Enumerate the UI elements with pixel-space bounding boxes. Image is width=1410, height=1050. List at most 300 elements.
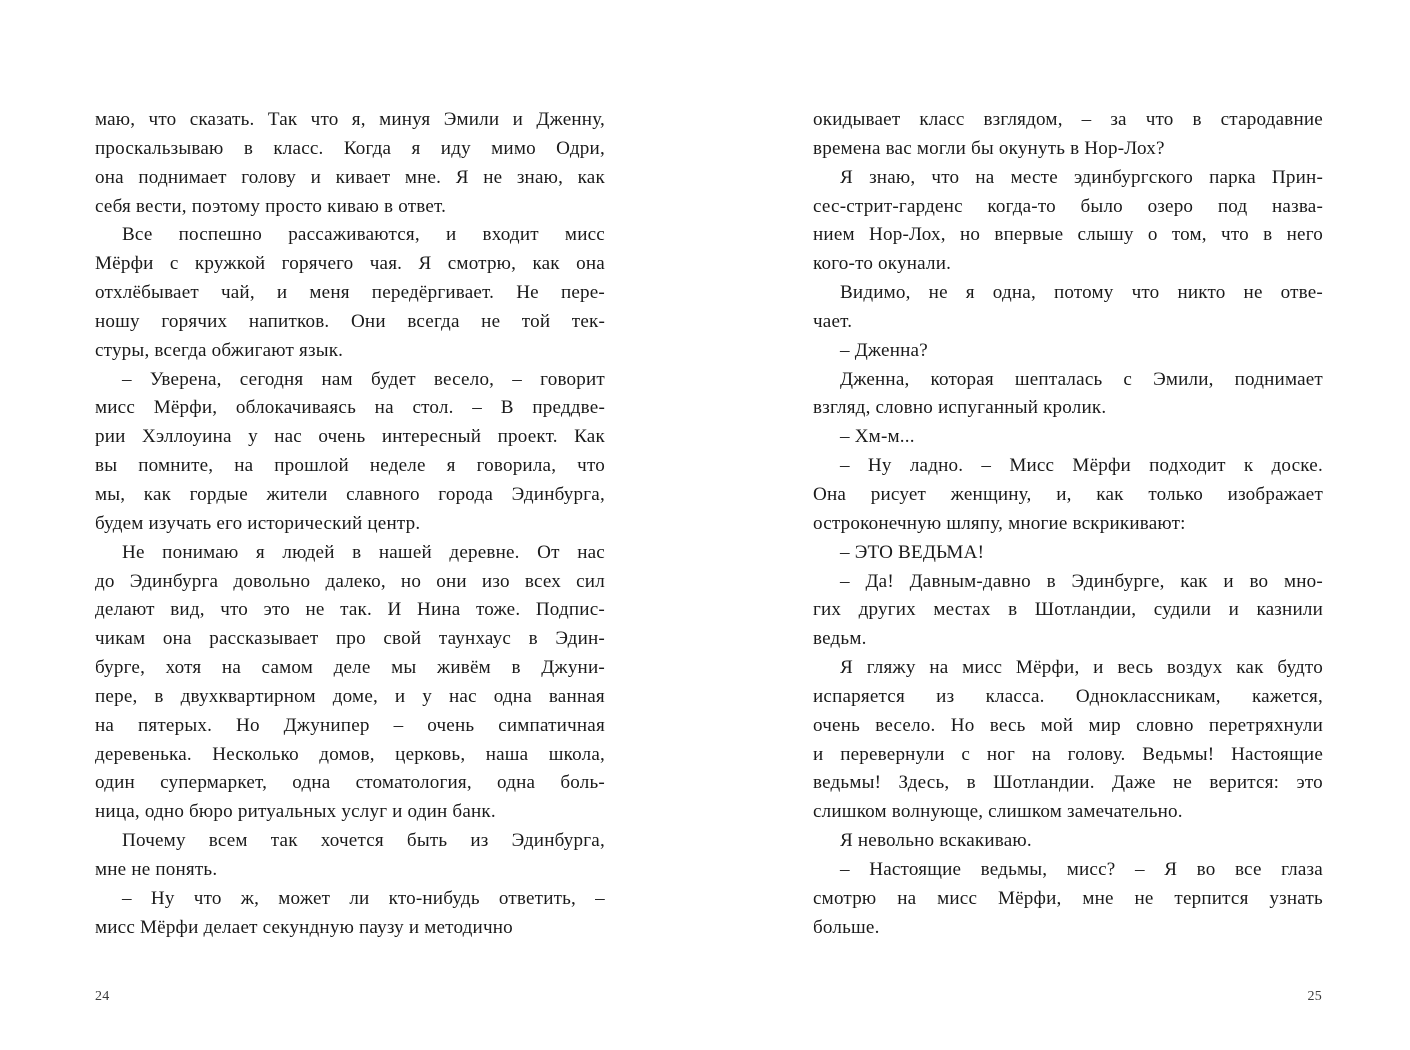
text-word: и <box>1093 657 1104 679</box>
text-word: рии <box>95 426 126 448</box>
text-word: шепталась <box>1014 368 1103 390</box>
text-word: Ну <box>150 887 175 909</box>
text-word: вид, <box>170 599 205 621</box>
text-word: мне. <box>404 166 442 188</box>
text-word: мимо <box>491 137 536 159</box>
text-word: ж, <box>240 887 260 909</box>
text-word: что <box>310 109 339 130</box>
text-word: с <box>961 743 971 765</box>
text-word: доме, <box>332 685 378 707</box>
text-word: славного <box>346 483 420 505</box>
text-line <box>95 279 605 308</box>
text-word: напитков. <box>248 310 330 332</box>
text-word: всех <box>524 570 561 592</box>
text-word: всегда <box>407 310 460 332</box>
text-word: Мисс <box>1009 455 1055 477</box>
text-word: Эдин- <box>555 628 605 650</box>
text-word: мир <box>1088 714 1121 736</box>
text-word: я <box>411 137 421 159</box>
text-word: Я <box>840 166 853 188</box>
text-word: От <box>537 541 560 563</box>
text-line: больше. <box>813 916 880 938</box>
text-line <box>95 654 605 683</box>
text-word: одна <box>292 772 331 794</box>
page-number-right: 25 <box>1307 989 1322 1004</box>
text-word: мы <box>391 657 417 679</box>
text-line <box>95 452 605 481</box>
text-word: мно- <box>1283 570 1323 592</box>
text-word: в <box>154 685 164 707</box>
text-word: не <box>481 310 501 332</box>
text-word: как <box>532 253 560 275</box>
text-word: Одноклассникам, <box>1075 685 1221 707</box>
text-word: Шотландии, <box>1034 599 1137 621</box>
text-word: – <box>1134 858 1145 880</box>
text-word: это <box>263 599 290 621</box>
text-line <box>813 279 1323 308</box>
text-word: одна, <box>992 282 1036 304</box>
text-word: Настоящие <box>1231 743 1323 765</box>
text-word: Так <box>267 109 298 130</box>
text-word: до <box>95 570 115 592</box>
text-word: что <box>1131 282 1160 304</box>
text-word: воздух <box>1166 657 1223 679</box>
right-page-text-column <box>813 106 1323 942</box>
text-word: Шотландии. <box>993 772 1095 794</box>
text-word: деревне. <box>449 541 520 563</box>
text-word: не <box>1134 887 1154 909</box>
text-word: ног <box>986 743 1016 765</box>
text-line <box>95 769 605 798</box>
text-word: наша <box>485 743 529 765</box>
text-line: – Дженна? <box>840 339 928 361</box>
text-line <box>813 452 1323 481</box>
text-word: – <box>595 887 605 909</box>
text-word: как <box>1236 657 1264 679</box>
text-word: горячих <box>161 310 228 332</box>
text-word: окидывает <box>813 109 901 130</box>
text-word: не <box>483 166 503 188</box>
text-line <box>813 481 1323 510</box>
text-word: знаю, <box>869 166 916 188</box>
text-word: Прин- <box>1271 166 1323 188</box>
text-word: Уверена, <box>149 368 222 390</box>
text-word: узнать <box>1269 887 1323 909</box>
text-word: и <box>276 282 288 304</box>
text-line: – ЭТО ВЕДЬМА! <box>840 541 985 563</box>
text-word: изображает <box>1227 483 1323 505</box>
text-word: на <box>975 166 995 188</box>
text-line <box>813 741 1323 770</box>
text-word: было <box>1080 195 1123 217</box>
text-word: одна <box>493 685 532 707</box>
text-word: говорит <box>540 368 605 390</box>
text-word: мисс <box>95 397 136 419</box>
text-line <box>95 423 605 452</box>
text-word: – <box>393 714 404 736</box>
text-word: ведьмы! <box>813 772 882 794</box>
text-word: нием <box>813 224 855 246</box>
text-word: города <box>438 483 494 505</box>
text-word: голову. <box>1067 743 1126 765</box>
text-word: нам <box>321 368 353 390</box>
text-word: я <box>446 455 456 477</box>
text-line: ница, одно бюро ритуальных услуг и один банк. <box>95 801 496 823</box>
text-word: все <box>1234 858 1262 880</box>
text-word: один <box>95 772 135 794</box>
text-word: чая. <box>369 253 403 275</box>
text-word: Несколько <box>212 743 299 765</box>
text-word: что <box>931 166 960 188</box>
text-line <box>95 135 605 164</box>
text-line: мисс Мёрфи делает секундную паузу и методично <box>95 916 513 938</box>
text-line <box>813 568 1323 597</box>
text-word: Мёрфи <box>95 253 154 275</box>
text-word: не <box>928 282 948 304</box>
text-word: и <box>445 224 457 246</box>
text-word: Видимо, <box>840 282 911 304</box>
text-word: интересный <box>381 426 482 448</box>
text-word: во <box>1196 858 1216 880</box>
text-word: и <box>813 743 824 765</box>
text-word: очень <box>813 714 861 736</box>
text-word: что <box>577 455 605 477</box>
text-word: но <box>400 570 422 592</box>
text-word: Мёрфи, <box>997 887 1062 909</box>
text-word: пере- <box>560 282 605 304</box>
text-word: впервые <box>994 224 1064 246</box>
text-word: испаряется <box>813 685 905 707</box>
text-word: и <box>1228 599 1239 621</box>
text-line <box>95 625 605 654</box>
text-word: изо <box>481 570 510 592</box>
text-word: нас <box>274 426 302 448</box>
text-word: живём <box>436 657 491 679</box>
text-word: Я <box>1164 858 1178 880</box>
text-word: – <box>122 368 132 390</box>
text-word: озеро <box>1147 195 1194 217</box>
text-word: двухквартирном <box>180 685 316 707</box>
text-word: с <box>169 253 179 275</box>
text-word: весело, <box>433 368 495 390</box>
text-word: Настоящие <box>869 858 962 880</box>
text-word: Они <box>350 310 386 332</box>
text-word: – <box>1081 109 1092 130</box>
text-word: рассаживаются, <box>288 224 420 246</box>
text-word: на <box>95 714 115 736</box>
text-word: на <box>234 455 254 477</box>
text-word: у <box>248 426 258 448</box>
text-word: у <box>422 685 433 707</box>
text-word: как <box>1180 570 1208 592</box>
text-line <box>95 481 605 510</box>
text-word: Эдинбурга, <box>511 830 605 852</box>
text-word: Она <box>813 483 847 505</box>
text-word: знаю, <box>516 166 564 188</box>
text-line <box>95 885 605 914</box>
text-word: В <box>500 397 514 419</box>
text-word: таунхаус <box>438 628 512 650</box>
text-line <box>95 712 605 741</box>
text-word: в <box>1263 224 1273 246</box>
text-word: всем <box>208 830 248 852</box>
text-word: местах <box>933 599 991 621</box>
text-word: горячего <box>281 253 354 275</box>
text-word: него <box>1286 224 1323 246</box>
text-word: – <box>122 887 132 909</box>
text-line <box>95 741 605 770</box>
text-word: Мёрфи <box>1072 455 1131 477</box>
text-line: стуры, всегда обжигают язык. <box>95 339 344 361</box>
text-word: очень <box>427 714 475 736</box>
text-word: в <box>1046 570 1056 592</box>
text-word: никто <box>1177 282 1226 304</box>
text-word: маю, <box>95 109 136 130</box>
text-word: класс <box>919 109 965 130</box>
text-word: супермаркет, <box>160 772 268 794</box>
text-word: нас <box>449 685 477 707</box>
text-word: так. <box>340 599 372 621</box>
text-word: Дженну, <box>536 109 605 130</box>
text-word: кружкой <box>194 253 266 275</box>
text-word: стародавние <box>1220 109 1323 130</box>
text-word: смотрю, <box>447 253 517 275</box>
text-line <box>95 683 605 712</box>
text-word: не <box>1243 282 1263 304</box>
text-word: подходит <box>1149 455 1226 477</box>
text-word: Я <box>840 657 853 679</box>
text-word: смотрю <box>813 887 877 909</box>
text-word: ванная <box>548 685 605 707</box>
text-line <box>95 596 605 625</box>
text-word: доске. <box>1271 455 1323 477</box>
text-word: Не <box>516 282 539 304</box>
text-word: том, <box>1171 224 1207 246</box>
text-word: симпатичная <box>498 714 605 736</box>
text-word: мой <box>1040 714 1074 736</box>
text-word: месте <box>1010 166 1058 188</box>
text-word: очень <box>318 426 366 448</box>
text-word: Мёрфи, <box>1015 657 1080 679</box>
text-word: я <box>255 541 265 563</box>
text-word: мисс? <box>1066 858 1116 880</box>
left-page-text-column <box>95 106 605 942</box>
text-word: Да! <box>865 570 894 592</box>
text-line <box>813 683 1323 712</box>
text-word: в <box>511 657 521 679</box>
text-word: – <box>840 455 850 477</box>
text-word: пятерых. <box>138 714 213 736</box>
text-word: минуя <box>379 109 431 130</box>
text-word: мисс <box>937 887 978 909</box>
text-line <box>813 164 1323 193</box>
text-word: не <box>305 599 325 621</box>
text-word: – <box>472 397 482 419</box>
text-line: ведьм. <box>813 628 867 650</box>
text-word: иду <box>440 137 471 159</box>
text-word: терпится <box>1174 887 1249 909</box>
text-word: – <box>512 368 523 390</box>
text-word: поднимает <box>1234 368 1323 390</box>
text-word: и <box>394 685 406 707</box>
text-word: гих <box>813 599 842 621</box>
text-word: как <box>577 166 605 188</box>
text-word: кто-нибудь <box>388 887 480 909</box>
text-word: Нина <box>417 599 461 621</box>
text-line <box>95 568 605 597</box>
text-line <box>95 106 605 135</box>
text-word: не <box>1172 772 1193 794</box>
text-word: будто <box>1277 657 1323 679</box>
text-word: Эмили, <box>1153 368 1214 390</box>
text-word: к <box>1243 455 1254 477</box>
text-word: вы <box>95 455 118 477</box>
text-word: в <box>528 628 538 650</box>
text-word: Когда <box>343 137 392 159</box>
text-word: довольно <box>233 570 311 592</box>
text-word: Одри, <box>556 137 605 159</box>
text-word: Как <box>574 426 605 448</box>
text-word: класса. <box>985 685 1045 707</box>
text-word: на <box>221 657 241 679</box>
text-word: на <box>929 657 949 679</box>
text-word: хочется <box>320 830 384 852</box>
text-word: сегодня <box>239 368 304 390</box>
text-word: о <box>1147 224 1158 246</box>
text-word: она <box>576 253 605 275</box>
text-line: остроконечную шляпу, многие вскрикивают: <box>813 512 1186 534</box>
text-word: церковь, <box>395 743 466 765</box>
text-word: прошлой <box>274 455 349 477</box>
text-word: она <box>95 166 124 188</box>
text-word: И <box>387 599 402 621</box>
text-word: они <box>436 570 467 592</box>
text-word: во <box>1249 570 1269 592</box>
page-number-left: 24 <box>95 989 110 1004</box>
text-line: Я невольно вскакиваю. <box>840 830 1032 852</box>
text-line <box>813 885 1323 914</box>
text-word: Но <box>950 714 975 736</box>
text-line: чает. <box>813 310 853 332</box>
text-word: меня <box>309 282 350 304</box>
text-word: под <box>1217 195 1248 217</box>
text-word: Джунипер <box>283 714 370 736</box>
text-word: словно <box>1136 714 1194 736</box>
text-word: – <box>840 570 850 592</box>
text-word: быть <box>406 830 448 852</box>
text-word: кивает <box>335 166 391 188</box>
text-word: Даже <box>1111 772 1156 794</box>
text-word: Ведьмы! <box>1142 743 1215 765</box>
text-word: Подпис- <box>535 599 605 621</box>
text-word: назва- <box>1272 195 1323 217</box>
text-word: тоже. <box>475 599 521 621</box>
text-word: что <box>1145 109 1174 130</box>
text-word: слышу <box>1077 224 1134 246</box>
text-word: входит <box>482 224 539 246</box>
text-word: неделе <box>369 455 426 477</box>
text-word: ладно. <box>909 455 964 477</box>
text-word: будет <box>370 368 416 390</box>
text-word: передёргивает. <box>371 282 495 304</box>
text-word: в <box>966 772 976 794</box>
text-word: Но <box>236 714 260 736</box>
text-word: кажется, <box>1251 685 1323 707</box>
text-word: может <box>278 887 331 909</box>
text-line <box>813 856 1323 885</box>
text-word: Давным-давно <box>909 570 1031 592</box>
text-word: казнили <box>1256 599 1323 621</box>
text-word: – <box>840 858 850 880</box>
text-word: самом <box>261 657 314 679</box>
text-word: одна <box>497 772 536 794</box>
text-word: Эдинбурга <box>129 570 219 592</box>
text-word: нашей <box>378 541 432 563</box>
text-word: ответить, <box>498 887 577 909</box>
text-word: Нор-Лох, <box>869 224 946 246</box>
text-word: как <box>143 483 172 505</box>
text-line: – Хм-м... <box>840 426 915 448</box>
text-word: ведьмы, <box>980 858 1048 880</box>
text-word: в <box>1008 599 1018 621</box>
text-word: Мёрфи, <box>153 397 218 419</box>
text-word: за <box>1110 109 1127 130</box>
text-word: на <box>1031 743 1051 765</box>
text-word: что <box>220 599 249 621</box>
text-word: она <box>162 628 192 650</box>
text-line: взгляд, словно испуганный кролик. <box>813 397 1107 419</box>
text-word: Эдинбурге, <box>1071 570 1165 592</box>
text-word: в <box>352 541 362 563</box>
text-word: Не <box>122 541 145 563</box>
text-line <box>95 366 605 395</box>
text-word: это <box>1296 772 1323 794</box>
text-word: как <box>1096 483 1124 505</box>
text-word: мы, <box>95 483 126 505</box>
text-word: школа, <box>548 743 605 765</box>
text-word: глаза <box>1281 858 1323 880</box>
text-word: говорила, <box>476 455 557 477</box>
text-line <box>95 394 605 423</box>
text-word: голову <box>241 166 297 188</box>
text-line: мне не понять. <box>95 858 218 880</box>
text-word: людей <box>282 541 335 563</box>
text-word: облокачиваясь <box>235 397 356 419</box>
text-line <box>95 250 605 279</box>
text-word: нас <box>577 541 605 563</box>
text-word: я <box>965 282 975 304</box>
text-word: Джуни- <box>541 657 605 679</box>
text-line <box>95 221 605 250</box>
text-word: и, <box>1056 483 1072 505</box>
text-word: пере, <box>95 685 138 707</box>
text-word: стоматология, <box>355 772 472 794</box>
text-word: эдинбургского <box>1074 166 1193 188</box>
text-word: перетряхнули <box>1208 714 1323 736</box>
text-line <box>813 596 1323 625</box>
text-word: потому <box>1053 282 1114 304</box>
text-line: слишком волнующе, слишком замечательно. <box>813 801 1183 823</box>
text-word: Эдинбурга, <box>511 483 605 505</box>
text-word: проскальзываю <box>95 137 224 159</box>
text-word: на <box>897 887 917 909</box>
text-word: тек- <box>571 310 605 332</box>
text-word: той <box>521 310 551 332</box>
text-word: Дженна, <box>840 368 910 390</box>
text-line <box>813 712 1323 741</box>
text-word: хотя <box>165 657 202 679</box>
text-word: преддве- <box>532 397 605 419</box>
